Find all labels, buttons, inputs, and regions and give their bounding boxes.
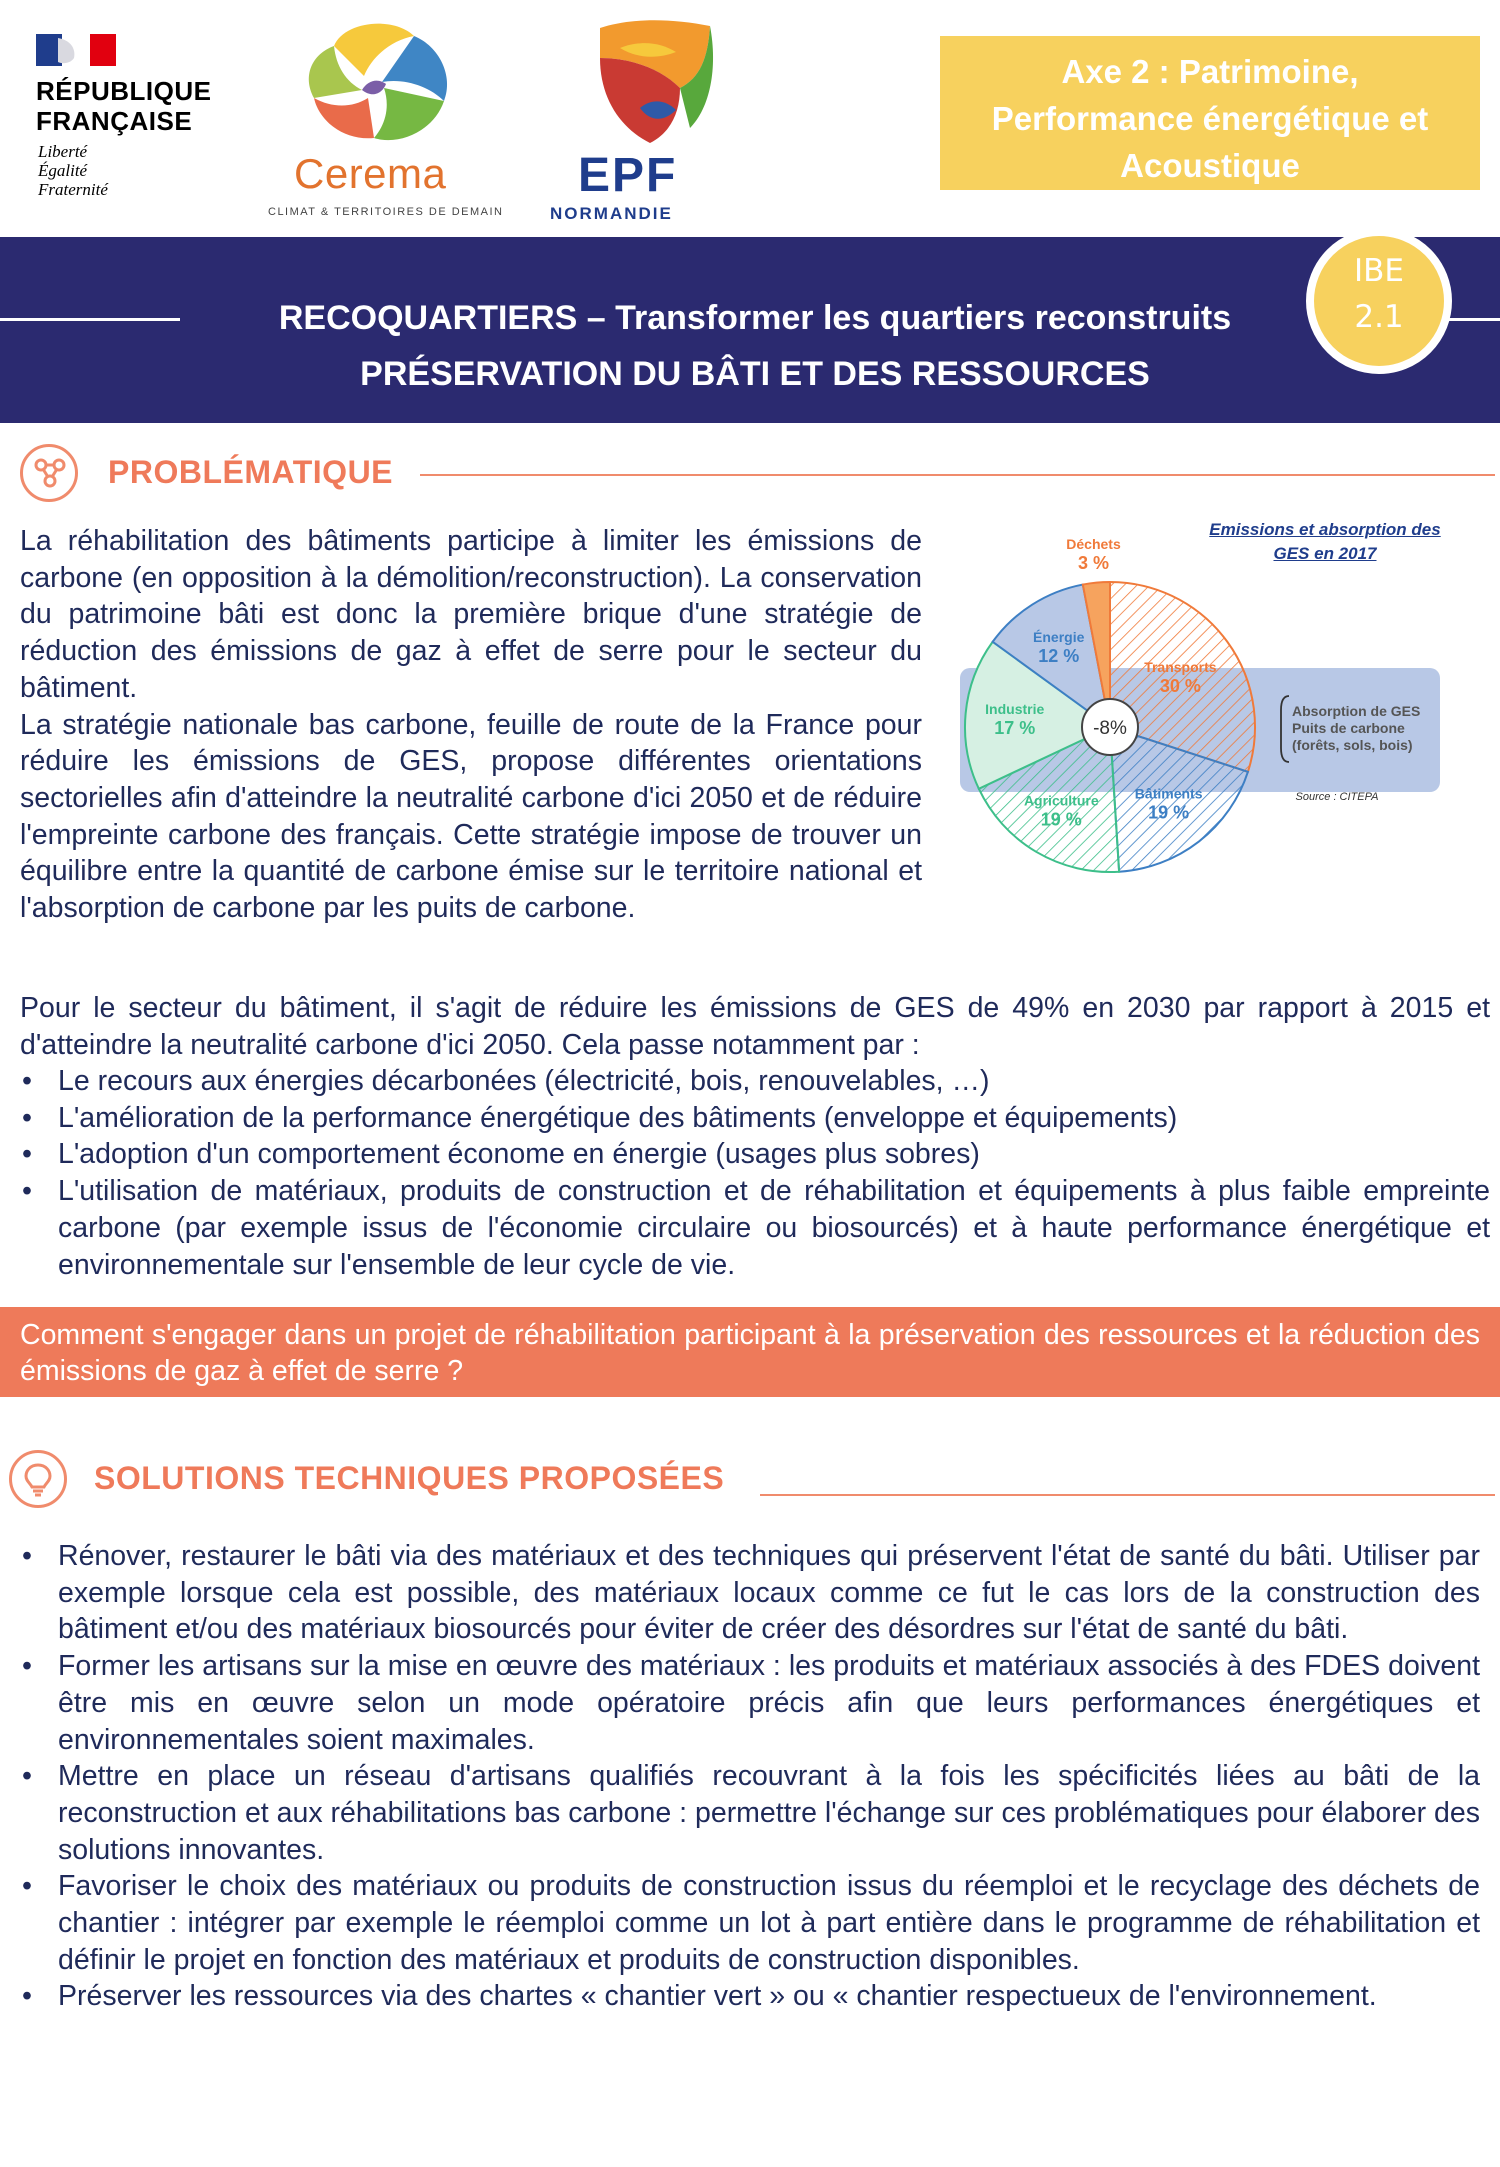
cerema-emblem-icon (264, 16, 484, 156)
axis-label-box (940, 36, 1480, 190)
republic-name: RÉPUBLIQUE FRANÇAISE (36, 76, 212, 136)
problematique-intro (20, 523, 922, 927)
republique-francaise-logo (36, 34, 236, 204)
solutions-list (20, 1538, 1480, 2015)
slice-label: Transports (1144, 658, 1217, 675)
cerema-name: Cerema (294, 150, 447, 197)
list-item: • Former les artisans sur la mise en œuvre des matériaux : les produits et matériaux associés à des FDES doivent être mis en œuvre selon un mode opératoire précis afin que leurs performances énergétiques et environnementales soient maximales. (20, 1648, 1480, 1758)
section-rule (420, 474, 1495, 476)
ges-emissions-pie-chart (955, 512, 1445, 932)
list-item: • Préserver les ressources via des chartes « chantier vert » ou « chantier respectueux de l'environnement. (20, 1978, 1480, 2015)
chart-title: Emissions et absorption des GES en 2017 (1209, 520, 1441, 563)
slice-label: Énergie (1033, 629, 1085, 646)
slice-value-label: 12 % (1038, 646, 1080, 667)
cerema-logo (264, 16, 504, 218)
list-item: • Favoriser le choix des matériaux ou produits de construction issus du réemploi et le recyclage des déchets de chantier : intégrer par exemple le réemploi comme un lot à part entière dans le programme de réhabilitation et définir le projet en fonction des matériaux et produits de construction disponibles. (20, 1868, 1480, 1978)
building-sector-intro: Pour le secteur du bâtiment, il s'agit de réduire les émissions de GES de 49% en 2030 par rapport à 2015 et d'atteindre la neutralité carbone d'ici 2050. Cela passe notamment par : (20, 992, 1490, 1061)
pie-center-label: -8% (1093, 718, 1127, 739)
slice-label: Bâtiments (1134, 785, 1203, 802)
epf-normandie-logo (540, 18, 740, 223)
axis-line: Performance énergétique et (991, 100, 1429, 137)
chart-source: Source : CITEPA (1295, 791, 1379, 803)
list-item: • L'adoption d'un comportement économe en énergie (usages plus sobres) (20, 1136, 1490, 1173)
epf-name: EPF (578, 149, 678, 202)
page-title (190, 290, 1320, 402)
lightbulb-icon (9, 1450, 67, 1508)
slice-value-label: 19 % (1148, 802, 1190, 823)
list-item: • L'amélioration de la performance énergétique des bâtiments (enveloppe et équipements) (20, 1100, 1490, 1137)
marianne-flag-icon (36, 34, 116, 66)
slice-label: Déchets (1066, 535, 1121, 552)
epf-emblem-icon (580, 18, 720, 148)
section-title-solutions: SOLUTIONS TECHNIQUES PROPOSÉES (94, 1460, 725, 1496)
slice-value-label: 30 % (1159, 675, 1201, 696)
republic-motto: Liberté Égalité Fraternité (38, 142, 108, 199)
paragraph: La réhabilitation des bâtiments participe à limiter les émissions de carbone (en opposition à la démolition/reconstruction). La conservation du patrimoine bâti est donc la première brique d'une stratégie de réduction des émissions de gaz à effet de serre pour le secteur du bâtiment. (20, 525, 922, 704)
cerema-tagline: CLIMAT & TERRITOIRES DE DEMAIN (268, 206, 504, 218)
network-icon (20, 444, 78, 502)
list-item: • Mettre en place un réseau d'artisans qualifiés recouvrant à la fois les spécificités liées au bâti de la reconstruction et aux réhabilitations bas carbone : permettre l'échange sur ces problématiques pour élaborer des solutions innovantes. (20, 1758, 1480, 1868)
slice-label: Industrie (985, 700, 1045, 717)
title-divider-left (0, 318, 180, 321)
axis-line: Axe 2 : Patrimoine, (1061, 53, 1359, 90)
slice-value-label: 19 % (1040, 809, 1082, 830)
section-rule (760, 1494, 1495, 1496)
slice-value-label: 3 % (1078, 552, 1110, 573)
section-title-problematique: PROBLÉMATIQUE (108, 454, 394, 490)
key-question-band: Comment s'engager dans un projet de réhabilitation participant à la préservation des ressources et la réduction des émissions de gaz à effet de serre ? (0, 1307, 1500, 1397)
absorption-label: Absorption de GES Puits de carbone (forêts, sols, bois) (1292, 703, 1421, 753)
list-item: • L'utilisation de matériaux, produits de construction et de réhabilitation et équipements à plus faible empreinte carbone (par exemple issus de l'économie circulaire ou biosourcés) et à haute performance énergétique et environnementale sur l'ensemble de leur cycle de vie. (20, 1173, 1490, 1283)
slice-value-label: 17 % (994, 717, 1036, 738)
slice-label: Agriculture (1023, 792, 1099, 809)
axis-line: Acoustique (1120, 147, 1300, 184)
page-title-line1: RECOQUARTIERS – Transformer les quartiers reconstruits (278, 299, 1232, 337)
paragraph: La stratégie nationale bas carbone, feuille de route de la France pour réduire les émissions de GES, propose différentes orientations sectorielles afin d'atteindre la neutralité carbone d'ici 2050 et de réduire l'empreinte carbone des français. Cette stratégie impose de trouver un équilibre entre la quantité de carbone émise sur le territoire national et l'absorption de carbone par les puits de carbone. (20, 708, 922, 925)
epf-region: NORMANDIE (550, 204, 673, 223)
list-item: • Rénover, restaurer le bâti via des matériaux et des techniques qui préservent l'état de santé du bâti. Utiliser par exemple lorsque cela est possible, des matériaux locaux comme ce fut le cas lors de la construction des bâtiment et/ou des matériaux biosourcés pour éviter de créer des désordres sur l'état de santé du bâti. (20, 1538, 1480, 1648)
ibe-badge: IBE 2.1 (1306, 228, 1452, 374)
list-item: • Le recours aux énergies décarbonées (électricité, bois, renouvelables, …) (20, 1063, 1490, 1100)
building-sector-list (20, 1063, 1490, 1283)
page-title-line2: PRÉSERVATION DU BÂTI ET DES RESSOURCES (360, 355, 1150, 393)
